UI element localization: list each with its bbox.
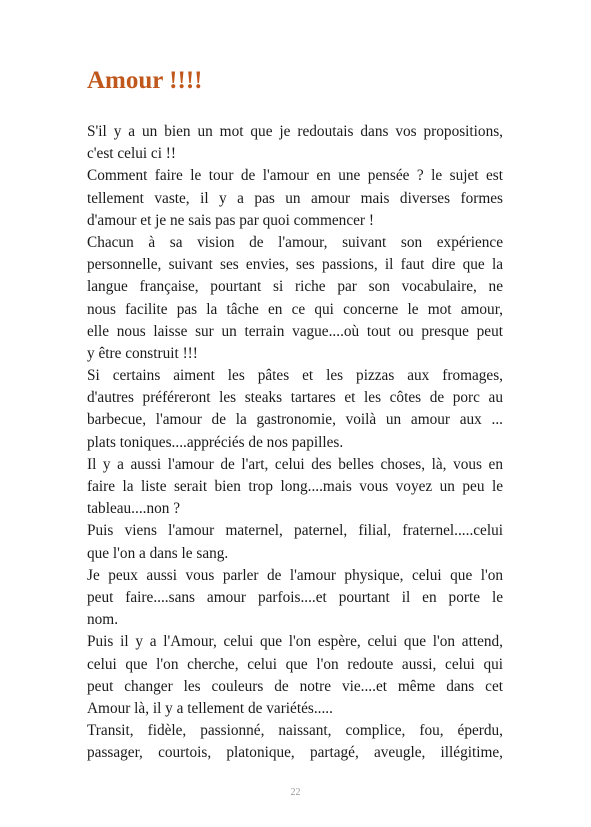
page-number: 22 [290,787,301,798]
text-line: nom. [87,611,119,629]
text-line: personnelle, suivant ses envies, ses passions, il faut dire que la [87,256,503,274]
text-line: que l'on a dans le sang. [87,544,229,562]
text-line: elle nous laisse sur un terrain vague....où tout ou presque peut [87,322,503,340]
text-line: Puis il y a l'Amour, celui que l'on espère, celui que l'on attend, [87,633,503,651]
text-line: tableau....non ? [87,500,181,518]
body-text [87,121,503,764]
text-line: Transit, fidèle, passionné, naissant, complice, fou, éperdu, [87,722,503,740]
page-title: Amour !!!! [87,67,203,94]
text-line: Puis viens l'amour maternel, paternel, filial, fraternel.....celui [87,522,503,540]
text-line: nous facilite pas la tâche en ce qui concerne le mot amour, [87,300,503,318]
text-line: c'est celui ci !! [87,145,176,163]
text-line: Chacun à sa vision de l'amour, suivant son expérience [87,233,503,251]
text-line: plats toniques....appréciés de nos papilles. [87,433,344,451]
text-line: faire la liste serait bien trop long....mais vous voyez un peu le [87,478,503,495]
text-line: barbecue, l'amour de la gastronomie, voilà un amour aux ... [87,411,503,429]
text-line: tellement vaste, il y a pas un amour mais diverses formes [87,189,503,207]
text-line: peut changer les couleurs de notre vie....et même dans cet [87,677,503,695]
text-line: d'amour et je ne sais pas par quoi commencer ! [87,211,374,229]
text-line: langue française, pourtant si riche par son vocabulaire, ne [87,278,503,296]
text-line: S'il y a un bien un mot que je redoutais dans vos propositions, [87,123,503,140]
text-line: Amour là, il y a tellement de variétés..... [87,699,333,717]
text-line: passager, courtois, platonique, partagé, aveugle, illégitime, [87,744,503,762]
text-line: celui que l'on cherche, celui que l'on redoute aussi, celui qui [87,655,503,673]
text-line: peut faire....sans amour parfois....et pourtant il en porte le [87,588,503,606]
text-line: d'autres préféreront les steaks tartares et les côtes de porc au [87,389,503,407]
text-line: Comment faire le tour de l'amour en une pensée ? le sujet est [87,167,503,185]
text-line: Je peux aussi vous parler de l'amour physique, celui que l'on [87,566,503,584]
text-line: Si certains aiment les pâtes et les pizzas aux fromages, [87,367,503,385]
text-line: y être construit !!! [87,344,198,362]
text-line: Il y a aussi l'amour de l'art, celui des belles choses, là, vous en [87,455,503,473]
